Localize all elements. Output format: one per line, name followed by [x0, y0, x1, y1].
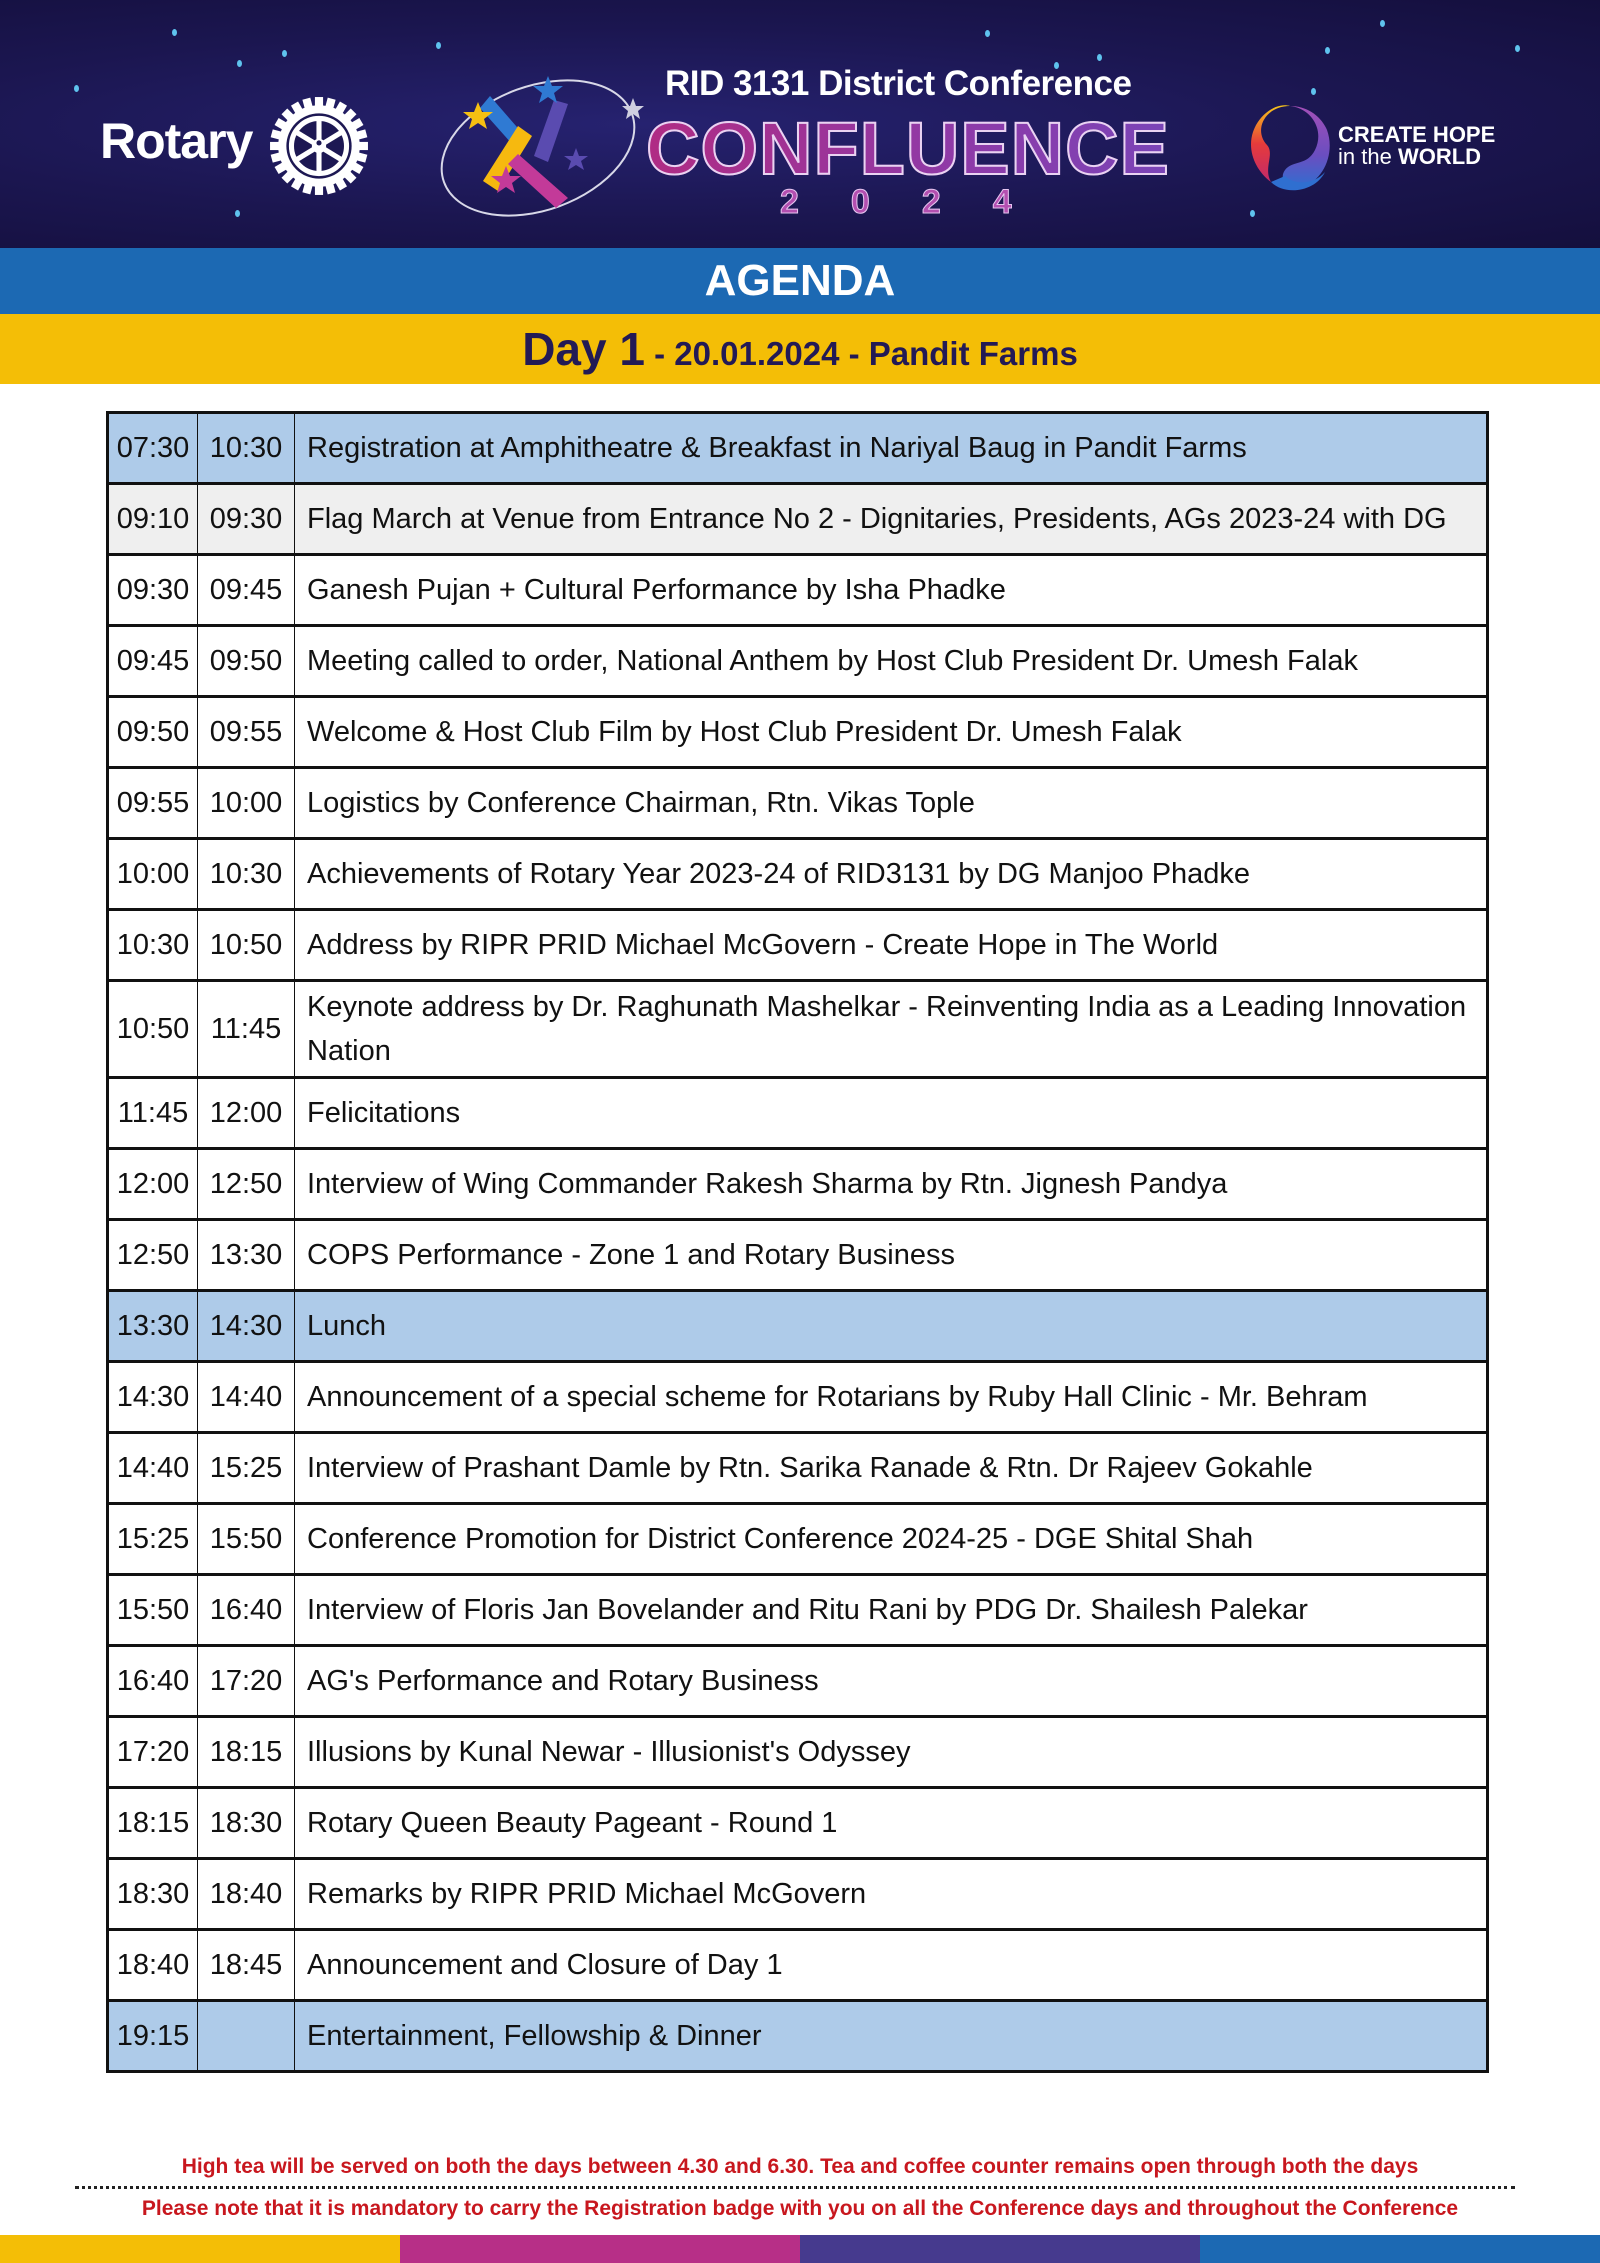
end-time: 09:55: [198, 697, 295, 768]
star-dot: [74, 85, 79, 92]
end-time: 15:25: [198, 1433, 295, 1504]
conference-title: RID 3131 District Conference: [665, 64, 1132, 103]
agenda-item: Achievements of Rotary Year 2023-24 of RID3131 by DG Manjoo Phadke: [295, 839, 1488, 910]
footer-strip-magenta: [400, 2235, 800, 2263]
end-time: 09:50: [198, 626, 295, 697]
table-row: [108, 1859, 1488, 1930]
star-dot: [1097, 54, 1102, 61]
start-time: 15:50: [108, 1575, 198, 1646]
agenda-heading: AGENDA: [0, 248, 1600, 314]
start-time: 17:20: [108, 1717, 198, 1788]
start-time: 07:30: [108, 413, 198, 484]
theme-line-1: CREATE HOPE: [1338, 122, 1496, 147]
agenda-item: Illusions by Kunal Newar - Illusionist's Odyssey: [295, 1717, 1488, 1788]
star-dot: [1515, 45, 1520, 52]
agenda-item: Felicitations: [295, 1078, 1488, 1149]
agenda-item: Interview of Prashant Damle by Rtn. Sarika Ranade & Rtn. Dr Rajeev Gokahle: [295, 1433, 1488, 1504]
start-time: 09:30: [108, 555, 198, 626]
table-row: [108, 1646, 1488, 1717]
day-heading: [0, 314, 1600, 384]
table-row: [108, 910, 1488, 981]
start-time: 18:30: [108, 1859, 198, 1930]
agenda-item: Interview of Wing Commander Rakesh Sharma by Rtn. Jignesh Pandya: [295, 1149, 1488, 1220]
agenda-item: Keynote address by Dr. Raghunath Mashelkar - Reinventing India as a Leading Innovation Nation: [295, 981, 1488, 1078]
agenda-item: Address by RIPR PRID Michael McGovern - Create Hope in The World: [295, 910, 1488, 981]
start-time: 12:00: [108, 1149, 198, 1220]
agenda-item: Announcement and Closure of Day 1: [295, 1930, 1488, 2001]
table-row: [108, 1575, 1488, 1646]
star-dot: [1325, 47, 1330, 54]
event-name: CONFLUENCE: [646, 107, 1170, 190]
theme-tagline: [1338, 124, 1495, 168]
event-year: 2024: [780, 183, 1064, 221]
star-dot: [237, 60, 242, 67]
day-label: Day 1: [522, 323, 645, 375]
start-time: 13:30: [108, 1291, 198, 1362]
agenda-item: Interview of Floris Jan Bovelander and Ritu Rani by PDG Dr. Shailesh Palekar: [295, 1575, 1488, 1646]
start-time: 10:00: [108, 839, 198, 910]
start-time: 18:15: [108, 1788, 198, 1859]
agenda-item: Announcement of a special scheme for Rotarians by Ruby Hall Clinic - Mr. Behram: [295, 1362, 1488, 1433]
agenda-table: [106, 411, 1489, 2073]
table-row: [108, 768, 1488, 839]
end-time: 15:50: [198, 1504, 295, 1575]
theme-line-2-bold: WORLD: [1397, 144, 1482, 169]
rotary-wheel-icon: [268, 95, 370, 197]
table-row: [108, 413, 1488, 484]
star-dot: [436, 42, 441, 49]
end-time: 10:00: [198, 768, 295, 839]
agenda-item: Welcome & Host Club Film by Host Club President Dr. Umesh Falak: [295, 697, 1488, 768]
table-row: [108, 626, 1488, 697]
table-row: [108, 1149, 1488, 1220]
badge-note: Please note that it is mandatory to carry the Registration badge with you on all the Conference days and throughout the Conference: [141, 2197, 1459, 2220]
start-time: 09:45: [108, 626, 198, 697]
high-tea-note: High tea will be served on both the days between 4.30 and 6.30. Tea and coffee counter remains open through both the days: [181, 2155, 1419, 2178]
agenda-item: Logistics by Conference Chairman, Rtn. Vikas Tople: [295, 768, 1488, 839]
table-row: [108, 1788, 1488, 1859]
table-row: [108, 484, 1488, 555]
table-row: [108, 1362, 1488, 1433]
table-row: [108, 1504, 1488, 1575]
end-time: 18:40: [198, 1859, 295, 1930]
confluence-logo-icon: [428, 66, 648, 226]
end-time: 09:30: [198, 484, 295, 555]
agenda-item: COPS Performance - Zone 1 and Rotary Business: [295, 1220, 1488, 1291]
start-time: 16:40: [108, 1646, 198, 1717]
end-time: 18:15: [198, 1717, 295, 1788]
agenda-item: Entertainment, Fellowship & Dinner: [295, 2001, 1488, 2072]
table-row: [108, 1078, 1488, 1149]
start-time: 11:45: [108, 1078, 198, 1149]
agenda-item: Lunch: [295, 1291, 1488, 1362]
end-time: 11:45: [198, 981, 295, 1078]
table-row: [108, 1717, 1488, 1788]
start-time: 18:40: [108, 1930, 198, 2001]
table-row: [108, 697, 1488, 768]
star-dot: [985, 30, 990, 37]
day-detail: - 20.01.2024 - Pandit Farms: [644, 335, 1078, 372]
end-time: 10:30: [198, 413, 295, 484]
star-dot: [1380, 20, 1385, 27]
agenda-item: Flag March at Venue from Entrance No 2 - Dignitaries, Presidents, AGs 2023-24 with DG: [295, 484, 1488, 555]
table-row: [108, 839, 1488, 910]
table-row: [108, 1433, 1488, 1504]
end-time: 12:00: [198, 1078, 295, 1149]
end-time: 10:50: [198, 910, 295, 981]
agenda-item: Remarks by RIPR PRID Michael McGovern: [295, 1859, 1488, 1930]
start-time: 10:30: [108, 910, 198, 981]
end-time: 17:20: [198, 1646, 295, 1717]
start-time: 09:55: [108, 768, 198, 839]
agenda-item: Rotary Queen Beauty Pageant - Round 1: [295, 1788, 1488, 1859]
end-time: 10:30: [198, 839, 295, 910]
end-time: 18:45: [198, 1930, 295, 2001]
header-banner: [0, 0, 1600, 248]
table-row: [108, 1291, 1488, 1362]
start-time: 14:30: [108, 1362, 198, 1433]
end-time: 14:30: [198, 1291, 295, 1362]
star-dot: [172, 29, 177, 36]
agenda-item: Meeting called to order, National Anthem by Host Club President Dr. Umesh Falak: [295, 626, 1488, 697]
start-time: 09:50: [108, 697, 198, 768]
end-time: 14:40: [198, 1362, 295, 1433]
rotary-wordmark: Rotary: [100, 113, 253, 169]
end-time: [198, 2001, 295, 2072]
star-dot: [235, 210, 240, 217]
table-row: [108, 2001, 1488, 2072]
end-time: 12:50: [198, 1149, 295, 1220]
end-time: 18:30: [198, 1788, 295, 1859]
agenda-item: Registration at Amphitheatre & Breakfast in Nariyal Baug in Pandit Farms: [295, 413, 1488, 484]
end-time: 09:45: [198, 555, 295, 626]
star-dot: [282, 50, 287, 57]
start-time: 09:10: [108, 484, 198, 555]
agenda-item: Conference Promotion for District Conference 2024-25 - DGE Shital Shah: [295, 1504, 1488, 1575]
theme-line-2: [1338, 146, 1495, 168]
start-time: 12:50: [108, 1220, 198, 1291]
start-time: 10:50: [108, 981, 198, 1078]
table-row: [108, 1220, 1488, 1291]
end-time: 16:40: [198, 1575, 295, 1646]
start-time: 14:40: [108, 1433, 198, 1504]
footer-strip-purple: [800, 2235, 1200, 2263]
star-dot: [1311, 88, 1316, 95]
footer-strip-blue: [1200, 2235, 1600, 2263]
dotted-divider: [75, 2186, 1515, 2189]
table-row: [108, 555, 1488, 626]
star-dot: [1250, 210, 1255, 217]
table-row: [108, 1930, 1488, 2001]
agenda-item: Ganesh Pujan + Cultural Performance by Isha Phadke: [295, 555, 1488, 626]
end-time: 13:30: [198, 1220, 295, 1291]
footer-strip-yellow: [0, 2235, 400, 2263]
theme-line-2-prefix: in the: [1338, 144, 1398, 169]
table-row: [108, 981, 1488, 1078]
create-hope-logo-icon: [1245, 100, 1335, 192]
start-time: 15:25: [108, 1504, 198, 1575]
start-time: 19:15: [108, 2001, 198, 2072]
agenda-item: AG's Performance and Rotary Business: [295, 1646, 1488, 1717]
